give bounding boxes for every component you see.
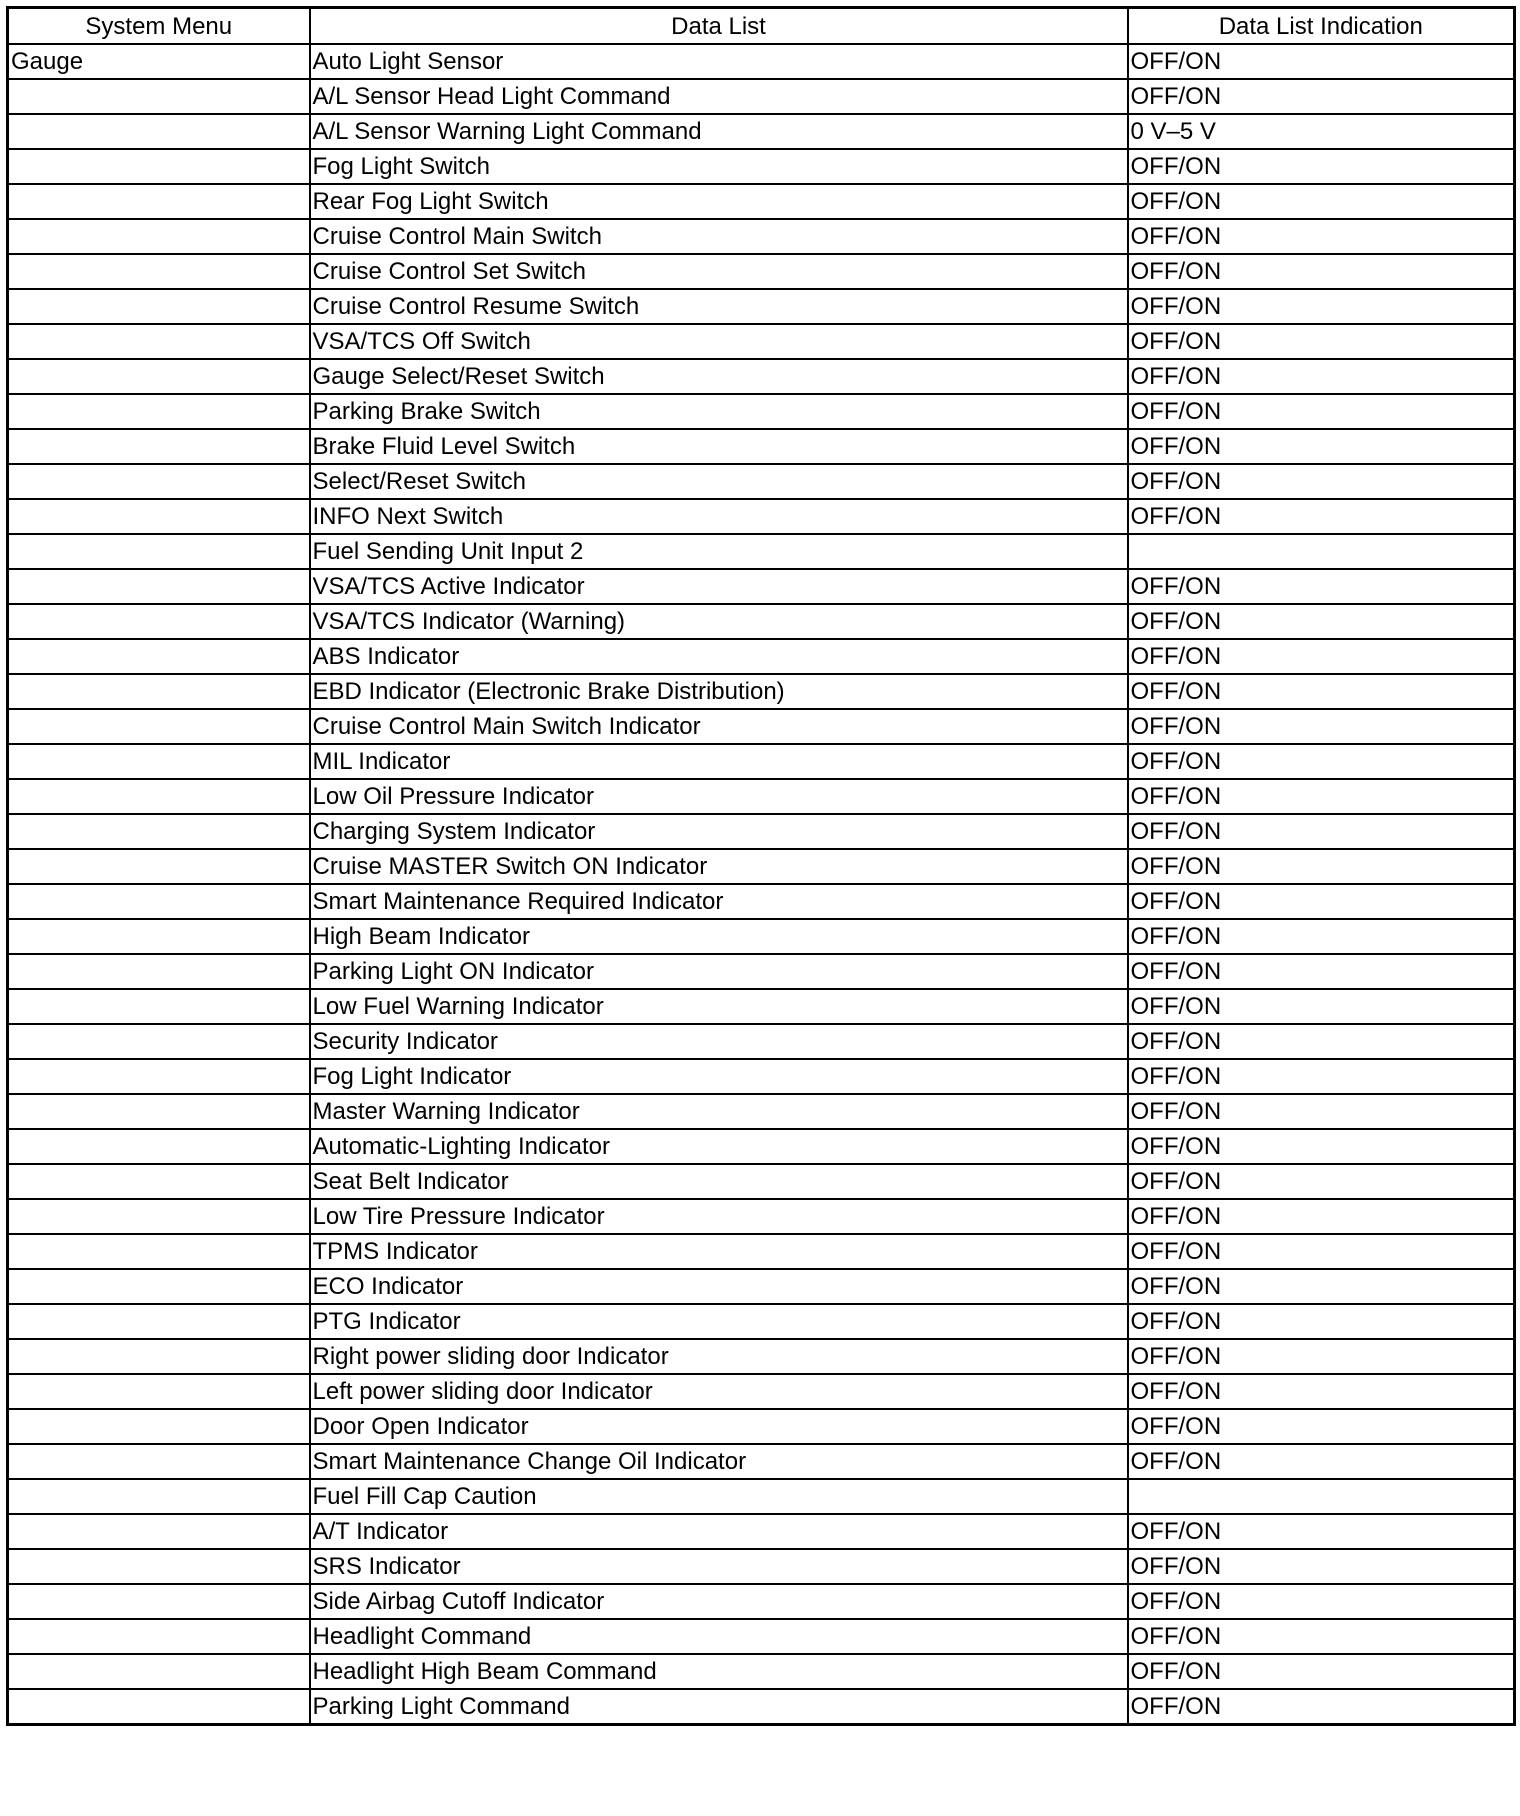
indication-cell: OFF/ON <box>1128 79 1515 114</box>
system-menu-cell <box>8 429 310 464</box>
indication-cell: OFF/ON <box>1128 289 1515 324</box>
indication-cell: OFF/ON <box>1128 1164 1515 1199</box>
indication-cell: OFF/ON <box>1128 604 1515 639</box>
table-row <box>8 1514 1515 1549</box>
table-row <box>8 814 1515 849</box>
table-row <box>8 499 1515 534</box>
system-menu-cell <box>8 1444 310 1479</box>
data-list-cell: Seat Belt Indicator <box>310 1164 1128 1199</box>
data-list-cell: SRS Indicator <box>310 1549 1128 1584</box>
data-list-cell: Select/Reset Switch <box>310 464 1128 499</box>
indication-cell: OFF/ON <box>1128 989 1515 1024</box>
indication-cell: OFF/ON <box>1128 324 1515 359</box>
system-menu-cell <box>8 604 310 639</box>
system-menu-cell <box>8 1584 310 1619</box>
system-menu-cell <box>8 709 310 744</box>
data-list-cell: Security Indicator <box>310 1024 1128 1059</box>
system-menu-cell <box>8 534 310 569</box>
indication-cell: OFF/ON <box>1128 884 1515 919</box>
data-list-cell: Right power sliding door Indicator <box>310 1339 1128 1374</box>
table-row <box>8 779 1515 814</box>
table-row <box>8 989 1515 1024</box>
indication-cell: OFF/ON <box>1128 639 1515 674</box>
system-menu-cell <box>8 1059 310 1094</box>
data-list-cell: Fog Light Indicator <box>310 1059 1128 1094</box>
system-menu-cell <box>8 1689 310 1725</box>
indication-cell: OFF/ON <box>1128 359 1515 394</box>
table-row <box>8 1549 1515 1584</box>
indication-cell: OFF/ON <box>1128 1199 1515 1234</box>
indication-cell <box>1128 534 1515 569</box>
system-menu-cell <box>8 954 310 989</box>
system-menu-cell <box>8 779 310 814</box>
indication-cell: OFF/ON <box>1128 1339 1515 1374</box>
data-list-cell: Headlight High Beam Command <box>310 1654 1128 1689</box>
data-list-cell: EBD Indicator (Electronic Brake Distribution) <box>310 674 1128 709</box>
indication-cell: OFF/ON <box>1128 744 1515 779</box>
system-menu-cell <box>8 324 310 359</box>
system-menu-cell <box>8 744 310 779</box>
system-menu-cell <box>8 1409 310 1444</box>
system-menu-cell <box>8 1199 310 1234</box>
data-list-cell: VSA/TCS Active Indicator <box>310 569 1128 604</box>
data-list-cell: Cruise Control Set Switch <box>310 254 1128 289</box>
indication-cell: OFF/ON <box>1128 219 1515 254</box>
data-list-cell: Left power sliding door Indicator <box>310 1374 1128 1409</box>
table-row <box>8 1619 1515 1654</box>
indication-cell: OFF/ON <box>1128 1234 1515 1269</box>
system-menu-cell <box>8 674 310 709</box>
data-list-cell: MIL Indicator <box>310 744 1128 779</box>
indication-cell: OFF/ON <box>1128 1514 1515 1549</box>
header-data-list-indication: Data List Indication <box>1128 8 1515 45</box>
data-list-cell: Gauge Select/Reset Switch <box>310 359 1128 394</box>
data-list-cell: ECO Indicator <box>310 1269 1128 1304</box>
data-list-cell: Smart Maintenance Change Oil Indicator <box>310 1444 1128 1479</box>
indication-cell: OFF/ON <box>1128 1549 1515 1584</box>
data-list-cell: Smart Maintenance Required Indicator <box>310 884 1128 919</box>
system-menu-cell: Gauge <box>8 44 310 79</box>
data-list-cell: A/L Sensor Warning Light Command <box>310 114 1128 149</box>
indication-cell: OFF/ON <box>1128 1269 1515 1304</box>
table-row <box>8 1374 1515 1409</box>
indication-cell: OFF/ON <box>1128 1094 1515 1129</box>
data-list-cell: INFO Next Switch <box>310 499 1128 534</box>
system-menu-cell <box>8 1129 310 1164</box>
data-list-cell: High Beam Indicator <box>310 919 1128 954</box>
indication-cell: 0 V–5 V <box>1128 114 1515 149</box>
system-menu-cell <box>8 1549 310 1584</box>
table-header <box>8 8 1515 45</box>
data-list-cell: VSA/TCS Off Switch <box>310 324 1128 359</box>
table-row <box>8 744 1515 779</box>
table-row <box>8 1199 1515 1234</box>
system-menu-cell <box>8 149 310 184</box>
system-menu-cell <box>8 989 310 1024</box>
system-menu-cell <box>8 1234 310 1269</box>
data-list-cell: Fog Light Switch <box>310 149 1128 184</box>
indication-cell: OFF/ON <box>1128 1409 1515 1444</box>
data-list-cell: Low Oil Pressure Indicator <box>310 779 1128 814</box>
table-row <box>8 534 1515 569</box>
data-list-cell: Low Tire Pressure Indicator <box>310 1199 1128 1234</box>
table-row <box>8 639 1515 674</box>
data-list-cell: Cruise MASTER Switch ON Indicator <box>310 849 1128 884</box>
data-list-cell: Cruise Control Main Switch Indicator <box>310 709 1128 744</box>
system-menu-cell <box>8 499 310 534</box>
table-row <box>8 674 1515 709</box>
system-menu-cell <box>8 184 310 219</box>
data-list-cell: Master Warning Indicator <box>310 1094 1128 1129</box>
system-menu-cell <box>8 639 310 674</box>
system-menu-cell <box>8 919 310 954</box>
system-menu-cell <box>8 884 310 919</box>
system-menu-cell <box>8 569 310 604</box>
indication-cell: OFF/ON <box>1128 674 1515 709</box>
system-menu-cell <box>8 1094 310 1129</box>
table-row <box>8 1059 1515 1094</box>
indication-cell: OFF/ON <box>1128 1619 1515 1654</box>
table-row <box>8 1689 1515 1725</box>
system-menu-cell <box>8 79 310 114</box>
table-row <box>8 1164 1515 1199</box>
system-menu-cell <box>8 254 310 289</box>
table-row <box>8 289 1515 324</box>
indication-cell: OFF/ON <box>1128 254 1515 289</box>
system-menu-cell <box>8 1654 310 1689</box>
indication-cell: OFF/ON <box>1128 569 1515 604</box>
system-menu-cell <box>8 114 310 149</box>
table-row <box>8 709 1515 744</box>
indication-cell: OFF/ON <box>1128 849 1515 884</box>
table-row <box>8 219 1515 254</box>
data-list-cell: Low Fuel Warning Indicator <box>310 989 1128 1024</box>
data-list-table <box>6 6 1516 1726</box>
indication-cell: OFF/ON <box>1128 44 1515 79</box>
indication-cell: OFF/ON <box>1128 149 1515 184</box>
table-row <box>8 184 1515 219</box>
table-row <box>8 1654 1515 1689</box>
table-row <box>8 1234 1515 1269</box>
indication-cell: OFF/ON <box>1128 779 1515 814</box>
system-menu-cell <box>8 1304 310 1339</box>
table-row <box>8 324 1515 359</box>
table-body <box>8 44 1515 1725</box>
system-menu-cell <box>8 849 310 884</box>
system-menu-cell <box>8 1339 310 1374</box>
system-menu-cell <box>8 1514 310 1549</box>
indication-cell: OFF/ON <box>1128 429 1515 464</box>
indication-cell <box>1128 1479 1515 1514</box>
data-list-cell: Headlight Command <box>310 1619 1128 1654</box>
table-row <box>8 1409 1515 1444</box>
data-list-cell: Side Airbag Cutoff Indicator <box>310 1584 1128 1619</box>
data-list-cell: A/L Sensor Head Light Command <box>310 79 1128 114</box>
table-row <box>8 1339 1515 1374</box>
indication-cell: OFF/ON <box>1128 394 1515 429</box>
data-list-cell: Parking Light Command <box>310 1689 1128 1725</box>
system-menu-cell <box>8 1269 310 1304</box>
indication-cell: OFF/ON <box>1128 1584 1515 1619</box>
indication-cell: OFF/ON <box>1128 1374 1515 1409</box>
data-list-cell: TPMS Indicator <box>310 1234 1128 1269</box>
indication-cell: OFF/ON <box>1128 184 1515 219</box>
data-list-cell: Door Open Indicator <box>310 1409 1128 1444</box>
system-menu-cell <box>8 1164 310 1199</box>
system-menu-cell <box>8 289 310 324</box>
table-row <box>8 919 1515 954</box>
system-menu-cell <box>8 219 310 254</box>
indication-cell: OFF/ON <box>1128 919 1515 954</box>
indication-cell: OFF/ON <box>1128 464 1515 499</box>
data-list-cell: Auto Light Sensor <box>310 44 1128 79</box>
data-list-cell: ABS Indicator <box>310 639 1128 674</box>
table-row <box>8 1444 1515 1479</box>
data-list-cell: VSA/TCS Indicator (Warning) <box>310 604 1128 639</box>
system-menu-cell <box>8 394 310 429</box>
system-menu-cell <box>8 464 310 499</box>
indication-cell: OFF/ON <box>1128 499 1515 534</box>
indication-cell: OFF/ON <box>1128 1059 1515 1094</box>
table-row <box>8 604 1515 639</box>
table-row <box>8 114 1515 149</box>
indication-cell: OFF/ON <box>1128 1129 1515 1164</box>
data-list-cell: Parking Light ON Indicator <box>310 954 1128 989</box>
data-list-table-container <box>6 6 1513 1726</box>
header-data-list: Data List <box>310 8 1128 45</box>
table-row <box>8 849 1515 884</box>
data-list-cell: Brake Fluid Level Switch <box>310 429 1128 464</box>
system-menu-cell <box>8 814 310 849</box>
table-row <box>8 44 1515 79</box>
data-list-cell: Cruise Control Main Switch <box>310 219 1128 254</box>
system-menu-cell <box>8 1479 310 1514</box>
indication-cell: OFF/ON <box>1128 1304 1515 1339</box>
table-row <box>8 884 1515 919</box>
table-row <box>8 359 1515 394</box>
table-row <box>8 149 1515 184</box>
indication-cell: OFF/ON <box>1128 1024 1515 1059</box>
data-list-cell: PTG Indicator <box>310 1304 1128 1339</box>
system-menu-cell <box>8 359 310 394</box>
indication-cell: OFF/ON <box>1128 1654 1515 1689</box>
data-list-cell: Cruise Control Resume Switch <box>310 289 1128 324</box>
header-row <box>8 8 1515 45</box>
table-row <box>8 429 1515 464</box>
data-list-cell: Rear Fog Light Switch <box>310 184 1128 219</box>
data-list-cell: A/T Indicator <box>310 1514 1128 1549</box>
system-menu-cell <box>8 1374 310 1409</box>
table-row <box>8 1094 1515 1129</box>
data-list-cell: Parking Brake Switch <box>310 394 1128 429</box>
table-row <box>8 1269 1515 1304</box>
table-row <box>8 569 1515 604</box>
table-row <box>8 394 1515 429</box>
indication-cell: OFF/ON <box>1128 709 1515 744</box>
indication-cell: OFF/ON <box>1128 1444 1515 1479</box>
header-system-menu: System Menu <box>8 8 310 45</box>
table-row <box>8 254 1515 289</box>
data-list-cell: Automatic-Lighting Indicator <box>310 1129 1128 1164</box>
table-row <box>8 1129 1515 1164</box>
indication-cell: OFF/ON <box>1128 1689 1515 1725</box>
indication-cell: OFF/ON <box>1128 954 1515 989</box>
data-list-cell: Charging System Indicator <box>310 814 1128 849</box>
table-row <box>8 464 1515 499</box>
system-menu-cell <box>8 1024 310 1059</box>
table-row <box>8 1584 1515 1619</box>
system-menu-cell <box>8 1619 310 1654</box>
table-row <box>8 1304 1515 1339</box>
table-row <box>8 1024 1515 1059</box>
data-list-cell: Fuel Sending Unit Input 2 <box>310 534 1128 569</box>
table-row <box>8 954 1515 989</box>
table-row <box>8 79 1515 114</box>
indication-cell: OFF/ON <box>1128 814 1515 849</box>
data-list-cell: Fuel Fill Cap Caution <box>310 1479 1128 1514</box>
table-row <box>8 1479 1515 1514</box>
